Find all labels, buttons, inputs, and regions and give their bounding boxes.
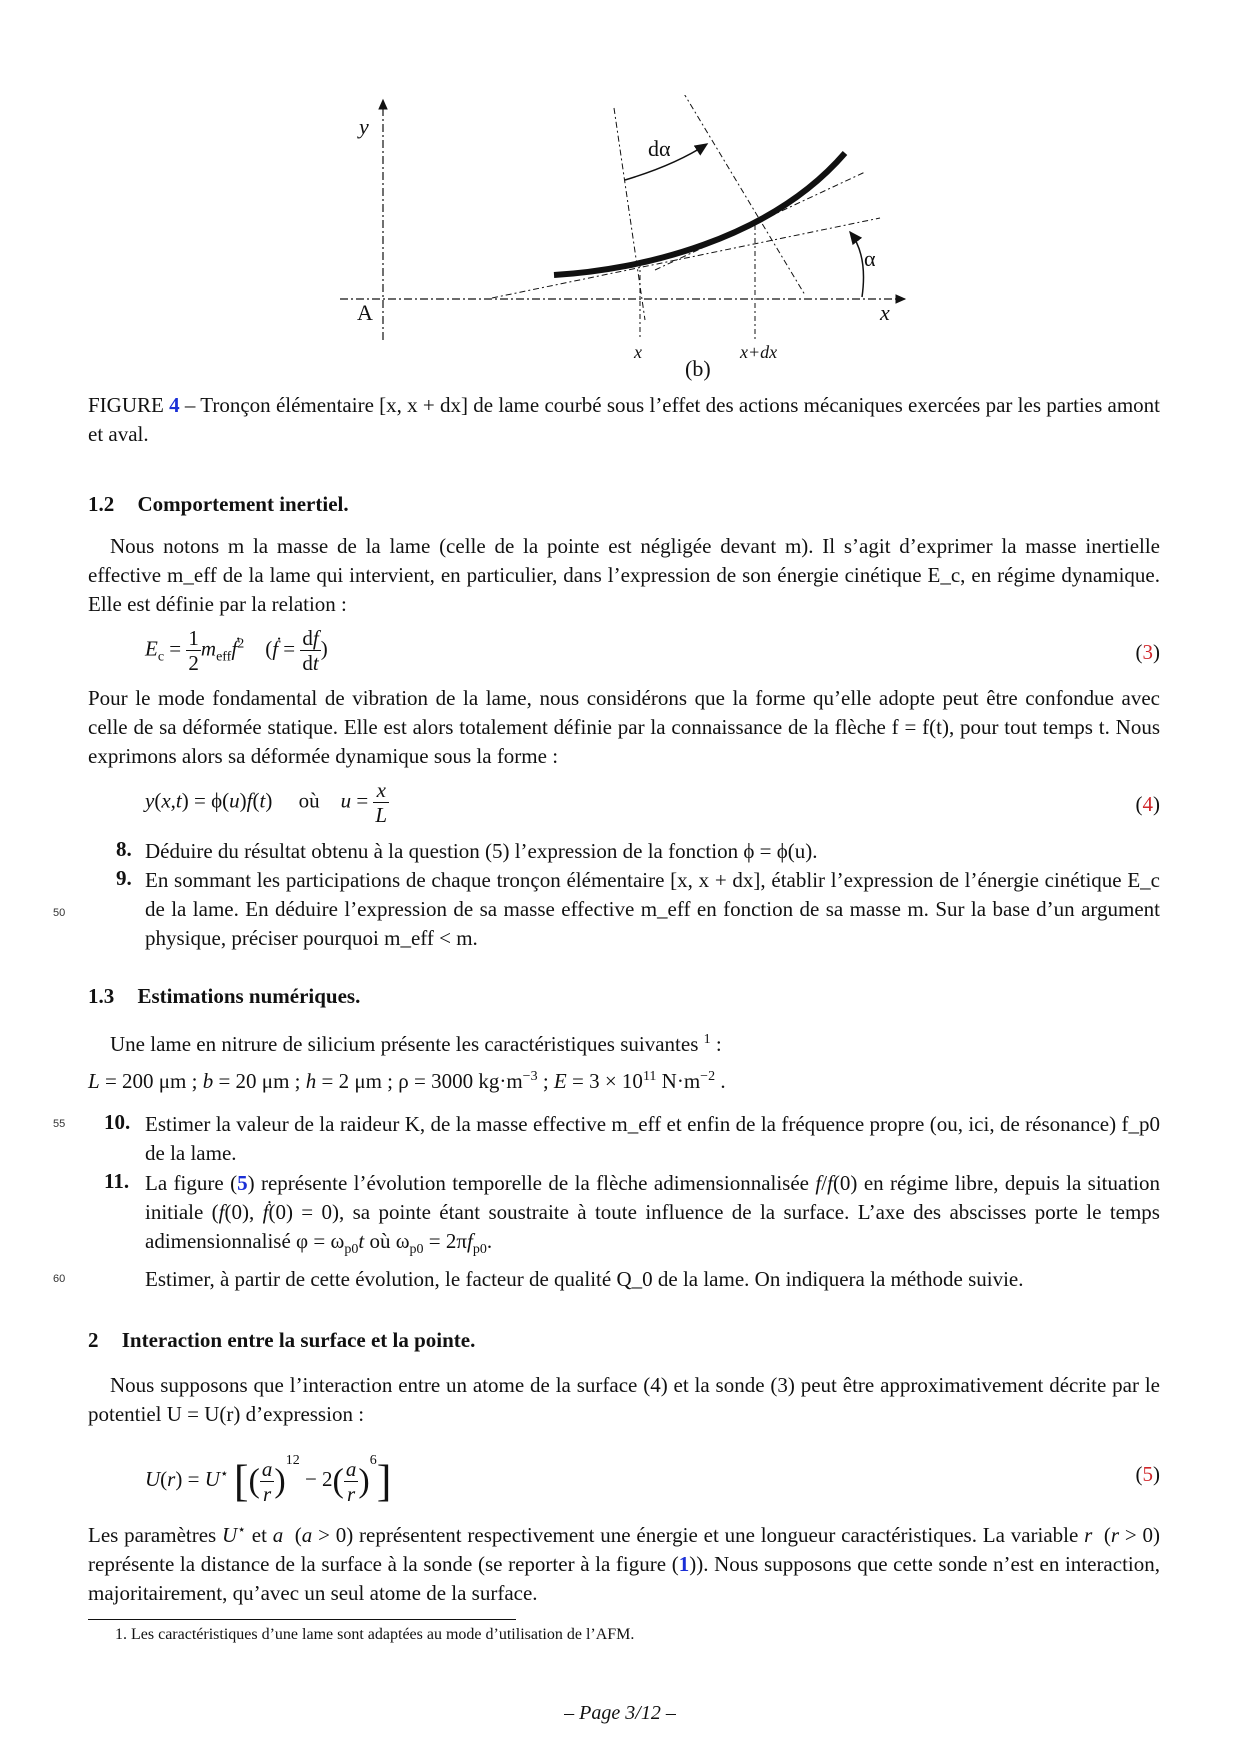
label-x-dx: x+dx bbox=[740, 342, 778, 362]
section-title: Interaction entre la surface et la pointe. bbox=[121, 1328, 476, 1352]
caption-figure-link[interactable]: 4 bbox=[169, 393, 180, 417]
equation-5-number: (5) bbox=[1135, 1462, 1160, 1486]
paragraph-silicon-nitride: Une lame en nitrure de silicium présente les caractéristiques suivantes $^1$ : bbox=[110, 1032, 722, 1056]
caption-prefix: FIGURE bbox=[88, 393, 164, 417]
equation-4: y(x,t) = ϕ(u)f(t) où u = $\frac{x}{L}$ bbox=[145, 778, 388, 827]
label-dalpha: dα bbox=[648, 136, 671, 161]
tangent-line-x bbox=[492, 218, 880, 298]
intro-text: Une lame en nitrure de silicium présente les caractéristiques suivantes bbox=[110, 1032, 699, 1056]
section-heading-1-3 bbox=[88, 984, 360, 1009]
paragraph-fundamental-mode: Pour le mode fondamental de vibration de la lame, nous considérons que la forme qu’elle adopte peut être confondue avec celle de sa déformée statique. Elle est alors totalement définie par la connaissance de la flèche f = f(t), pour tout temps t. Nous exprimons alors sa déformée dynamique sous la forme : bbox=[88, 686, 1160, 768]
question-10-number: 10. bbox=[104, 1110, 131, 1134]
alpha-arc bbox=[850, 232, 864, 297]
line-number-50: 50 bbox=[53, 907, 66, 919]
question-11-number: 11. bbox=[104, 1169, 130, 1193]
figure-caption bbox=[88, 391, 1160, 449]
equation-5: U(r) = U⋆ [( $\frac{a}{r}$ )$^{12}$ − 2( $\frac{a}{r}$ )$^6$] bbox=[145, 1453, 392, 1506]
figure-1-link[interactable]: 1 bbox=[678, 1552, 690, 1576]
label-A: A bbox=[357, 300, 373, 325]
equation-3: $E_c$ = $\frac{1}{2}$ $m_{eff}ḟ^2$ (ḟ = $\frac{df}{dt}$ ) bbox=[145, 626, 328, 675]
line-number-55: 55 bbox=[53, 1118, 66, 1130]
figure-5-link[interactable]: 5 bbox=[237, 1171, 248, 1195]
question-8-number: 8. bbox=[116, 837, 132, 861]
page-number: – Page 3/12 – bbox=[564, 1702, 676, 1724]
question-10: Estimer la valeur de la raideur K, de la masse effective m_eff et enfin de la fréquence propre (ou, ici, de résonance) f_p0 de la lame. bbox=[145, 1112, 1160, 1165]
paragraph-parameters: Les paramètres U⋆ et a (a > 0) représentent respectivement une énergie et une longueur caractéristiques. La variable r (r > 0) représente la distance de la surface à la sonde (se reporter à la figure (1)). Nous supposons que cette sonde n’est en interaction, majoritairement, qu’avec un seul atome de la surface. bbox=[88, 1523, 1160, 1605]
equation-3-number: (3) bbox=[1135, 640, 1160, 664]
question-9: En sommant les participations de chaque tronçon élémentaire [x, x + dx], établir l’expression de l’énergie cinétique E_c de la lame. En déduire l’expression de sa masse effective m_eff en fonction de sa masse m. Sur la base d’un argument physique, préciser pourquoi m_eff < m. bbox=[145, 868, 1160, 950]
section-number: 1.3 bbox=[88, 984, 115, 1008]
paragraph-potential: Nous supposons que l’interaction entre un atome de la surface (4) et la sonde (3) peut être approximativement décrite par le potentiel U = U(r) d’expression : bbox=[88, 1373, 1160, 1426]
label-b: (b) bbox=[685, 356, 711, 381]
section-title: Estimations numériques. bbox=[137, 984, 361, 1008]
section-heading-1-2 bbox=[88, 492, 349, 517]
section-title: Comportement inertiel. bbox=[137, 492, 349, 516]
beam-curve bbox=[554, 153, 845, 275]
question-8: Déduire du résultat obtenu à la question (5) l’expression de la fonction ϕ = ϕ(u). bbox=[145, 839, 818, 863]
normal-line-x-dx bbox=[683, 95, 805, 295]
tangent-line-x-dx bbox=[655, 172, 865, 270]
parameter-values: L = 200 μm ; b = 20 μm ; h = 2 μm ; ρ = 3000 $kg\cdot m^{-3}$ ; $E = 3 \times 10^{11}$ $N\cdot m^{-2}$ . bbox=[88, 1069, 726, 1093]
section-heading-2 bbox=[88, 1328, 475, 1353]
question-11: La figure (5) représente l’évolution temporelle de la flèche adimensionnalisée f/f(0) en régime libre, depuis la situation initiale (f(0), ḟ(0) = 0), sa pointe étant soustraite à toute influence de la surface. L’axe des abscisses porte le temps adimensionnalisé $\varphi = \omega_{p0}t$ où $\omega_{p0} = 2\pi f_{p0}$. bbox=[145, 1171, 1160, 1258]
caption-text: – Tronçon élémentaire [x, x + dx] de lame courbé sous l’effet des actions mécaniques exercées par les parties amont et aval. bbox=[88, 393, 1161, 446]
equation-4-number: (4) bbox=[1135, 792, 1160, 816]
footnote-1: 1. Les caractéristiques d’une lame sont adaptées au mode d’utilisation de l’AFM. bbox=[115, 1626, 635, 1643]
label-y: y bbox=[359, 114, 369, 139]
section-number: 1.2 bbox=[88, 492, 115, 516]
question-9-number: 9. bbox=[116, 866, 132, 890]
label-alpha: α bbox=[864, 246, 876, 271]
label-x-axis: x bbox=[880, 300, 890, 325]
line-number-60: 60 bbox=[53, 1273, 66, 1285]
section-number: 2 bbox=[88, 1328, 99, 1352]
question-11-tail: Estimer, à partir de cette évolution, le facteur de qualité Q_0 de la lame. On indiquera la méthode suivie. bbox=[145, 1267, 1024, 1291]
paragraph-inertial: Nous notons m la masse de la lame (celle de la pointe est négligée devant m). Il s’agit d’exprimer la masse inertielle effective m_eff de la lame qui intervient, en particulier, dans l’expression de son énergie cinétique E_c, en régime dynamique. Elle est définie par la relation : bbox=[88, 534, 1160, 616]
figure-4-diagram bbox=[330, 95, 930, 365]
footnote-rule bbox=[88, 1619, 516, 1620]
label-x: x bbox=[634, 342, 642, 362]
footnote-mark[interactable]: 1 bbox=[703, 1032, 711, 1047]
